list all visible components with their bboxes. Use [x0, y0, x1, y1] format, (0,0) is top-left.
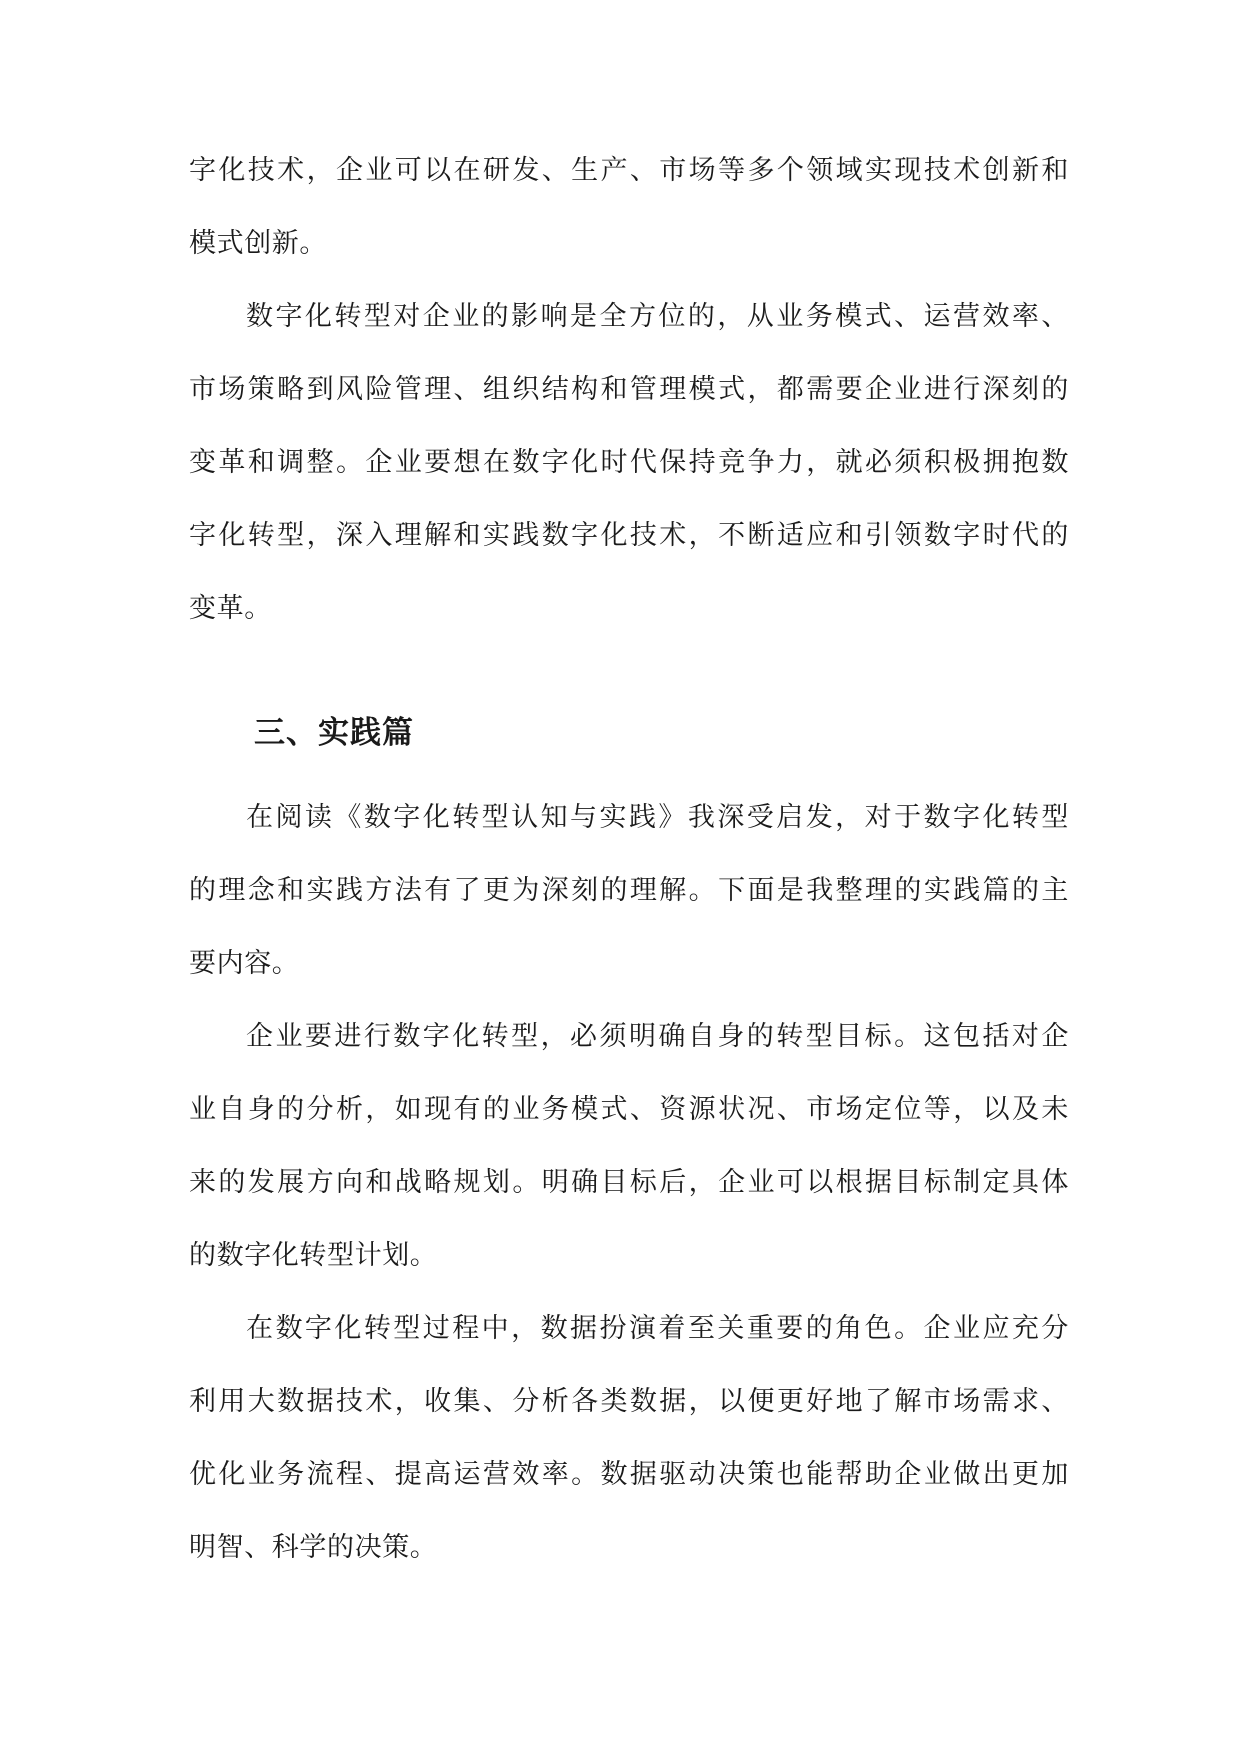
paragraph-line: 来的发展方向和战略规划。明确目标后，企业可以根据目标制定具体 [189, 1167, 1069, 1198]
paragraph-line: 要内容。 [189, 948, 300, 979]
paragraph-line: 利用大数据技术，收集、分析各类数据，以便更好地了解市场需求、 [189, 1386, 1069, 1417]
paragraph-line: 变革。 [189, 593, 272, 624]
paragraph-line: 企业要进行数字化转型，必须明确自身的转型目标。这包括对企 [246, 1021, 1069, 1052]
section-heading: 三、实践篇 [254, 715, 414, 751]
paragraph-line: 业自身的分析，如现有的业务模式、资源状况、市场定位等，以及未 [189, 1094, 1069, 1125]
paragraph-line: 模式创新。 [189, 228, 327, 259]
paragraph-line: 变革和调整。企业要想在数字化时代保持竞争力，就必须积极拥抱数 [189, 447, 1069, 478]
paragraph-line: 明智、科学的决策。 [189, 1532, 438, 1563]
paragraph-line: 的数字化转型计划。 [189, 1240, 438, 1271]
paragraph-line: 的理念和实践方法有了更为深刻的理解。下面是我整理的实践篇的主 [189, 875, 1069, 906]
paragraph-line: 数字化转型对企业的影响是全方位的，从业务模式、运营效率、 [246, 301, 1069, 332]
paragraph-line: 在阅读《数字化转型认知与实践》我深受启发，对于数字化转型 [246, 802, 1069, 833]
paragraph-line: 字化技术，企业可以在研发、生产、市场等多个领域实现技术创新和 [189, 155, 1069, 186]
paragraph-line: 市场策略到风险管理、组织结构和管理模式，都需要企业进行深刻的 [189, 374, 1069, 405]
paragraph-line: 在数字化转型过程中，数据扮演着至关重要的角色。企业应充分 [246, 1313, 1069, 1344]
paragraph-line: 字化转型，深入理解和实践数字化技术，不断适应和引领数字时代的 [189, 520, 1069, 551]
paragraph-line: 优化业务流程、提高运营效率。数据驱动决策也能帮助企业做出更加 [189, 1459, 1069, 1490]
